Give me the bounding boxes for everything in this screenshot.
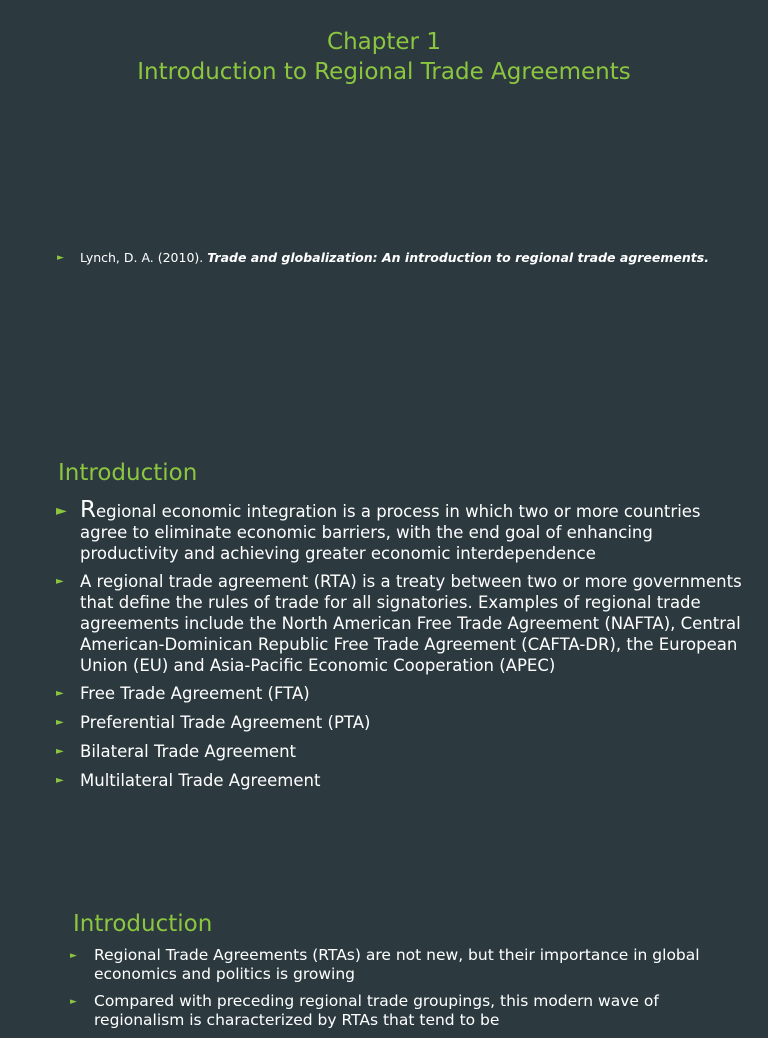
reference-book-title: Trade and globalization: An introduction to regional trade agreements. — [207, 250, 709, 265]
chapter-number: Chapter 1 — [327, 29, 441, 55]
reference-text — [80, 249, 709, 267]
bullet-arrow-icon: ► — [70, 951, 77, 961]
drop-cap: R — [80, 497, 96, 523]
bullet-arrow-icon: ► — [56, 745, 64, 757]
bullet-text: Compared with preceding regional trade groupings, this modern wave of regionalism is characterized by RTAs that tend to be — [94, 992, 659, 1029]
introduction-slide-2 — [0, 890, 768, 1029]
bullet-text: A regional trade agreement (RTA) is a treaty between two or more governments that define the rules of trade for all signatories. Examples of regional trade agreements include the North American Free Trade Agreement (NAFTA), Central American-Dominican Republic Free Trade Agreement (CAFTA-DR), the European Union (EU) and Asia-Pacific Economic Cooperation (APEC) — [80, 572, 742, 675]
bullet-text: Preferential Trade Agreement (PTA) — [80, 713, 371, 733]
list-item — [70, 946, 730, 984]
bullet-text: Multilateral Trade Agreement — [80, 770, 321, 790]
bullet-list — [56, 497, 746, 800]
list-item — [56, 713, 746, 734]
slide-heading: Introduction — [73, 911, 213, 937]
slide-heading: Introduction — [58, 460, 198, 486]
chapter-title — [0, 27, 768, 87]
bullet-text: Free Trade Agreement (FTA) — [80, 684, 310, 704]
bullet-arrow-icon: ► — [57, 253, 64, 263]
reference-author: Lynch, D. A. (2010). — [80, 250, 208, 265]
bullet-arrow-icon: ► — [56, 688, 64, 700]
list-item — [56, 684, 746, 705]
bullet-arrow-icon: ► — [70, 997, 77, 1007]
list-item — [56, 771, 746, 792]
list-item — [56, 497, 746, 564]
bullet-text: egional economic integration is a process in which two or more countries agree to eliminate economic barriers, with the end goal of enhancing productivity and achieving greater economic interdependence — [80, 502, 701, 563]
bullet-arrow-icon: ► — [56, 774, 64, 786]
bullet-arrow-icon: ► — [56, 503, 67, 519]
bullet-text: Bilateral Trade Agreement — [80, 741, 296, 761]
introduction-slide — [0, 445, 768, 875]
list-item — [56, 742, 746, 763]
bullet-arrow-icon: ► — [56, 717, 64, 729]
chapter-heading: Introduction to Regional Trade Agreements — [137, 59, 631, 85]
bullet-text: Regional Trade Agreements (RTAs) are not new, but their importance in global economics and politics is growing — [94, 946, 700, 983]
bullet-list — [70, 946, 730, 1038]
list-item — [70, 992, 730, 1030]
title-slide — [0, 0, 768, 430]
bullet-arrow-icon: ► — [56, 576, 64, 588]
list-item — [56, 572, 746, 676]
